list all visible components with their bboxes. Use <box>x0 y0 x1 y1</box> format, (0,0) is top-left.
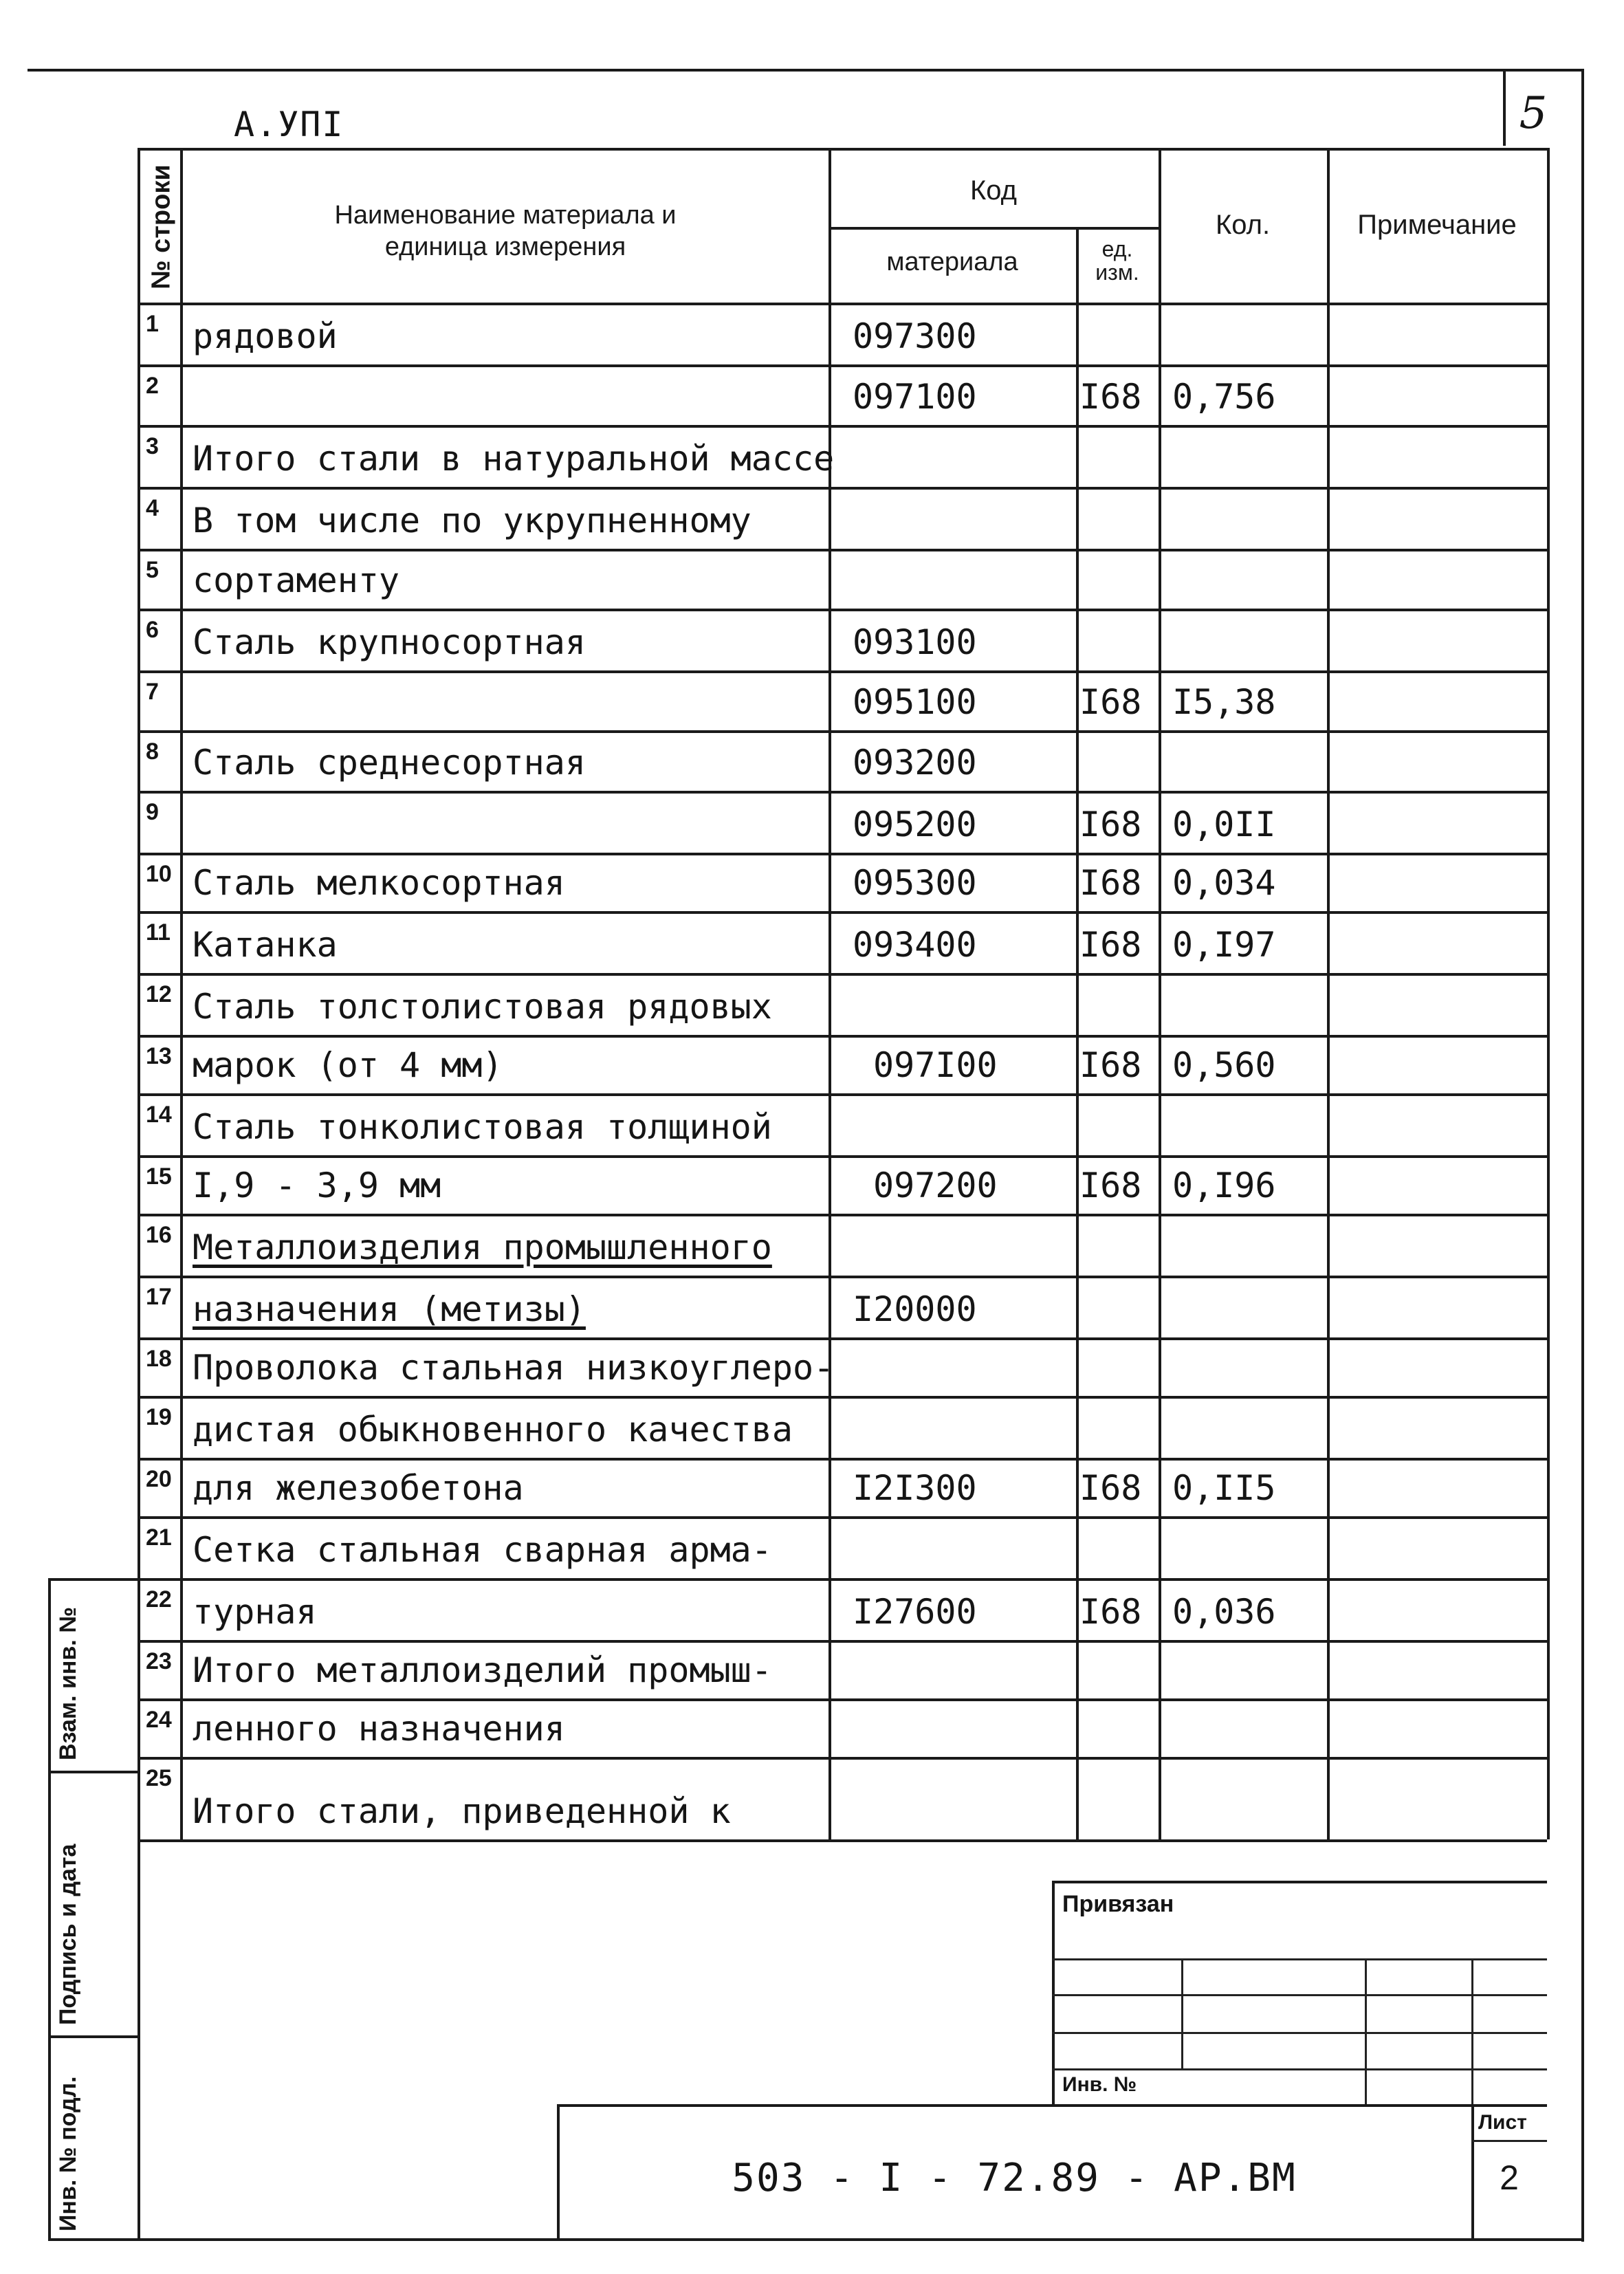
bottom-border <box>48 2238 1584 2241</box>
row-number: 24 <box>146 1707 172 1733</box>
row-separator <box>138 1839 1547 1842</box>
code-subheader-line <box>829 227 1159 230</box>
material-code: 095200 <box>853 805 977 844</box>
row-number: 21 <box>146 1524 172 1551</box>
material-name: Металлоизделия промышленного <box>193 1227 772 1267</box>
material-code: I20000 <box>853 1289 977 1329</box>
original-inventory-label: Инв. № подл. <box>55 2076 81 2231</box>
quantity: 0,0II <box>1172 805 1276 844</box>
row-number: 19 <box>146 1404 172 1430</box>
material-name: Сетка стальная сварная арма- <box>193 1530 772 1570</box>
material-name: марок (от 4 мм) <box>193 1045 503 1085</box>
material-name: назначения (метизы) <box>193 1289 586 1329</box>
table-right-border <box>1547 148 1550 1839</box>
table-row <box>138 1214 1547 1276</box>
material-name: I,9 - 3,9 мм <box>193 1166 441 1205</box>
material-name: В том числе по укрупненному <box>193 501 751 540</box>
row-number: 16 <box>146 1222 172 1248</box>
quantity: 0,II5 <box>1172 1468 1276 1508</box>
sheet-label: Лист <box>1478 2111 1527 2134</box>
quantity: 0,034 <box>1172 863 1276 903</box>
unit-code: I68 <box>1079 863 1142 903</box>
material-name: Сталь крупносортная <box>193 622 586 662</box>
stamp-left-line <box>1052 1881 1055 2104</box>
material-code: 095300 <box>853 863 977 903</box>
name-header-line1: Наименование материала и <box>334 201 677 230</box>
table-row <box>138 303 1547 364</box>
table-row <box>138 1698 1547 1757</box>
material-name: Сталь тонколистовая толщиной <box>193 1107 772 1147</box>
table-row <box>138 670 1547 730</box>
unit-header-line2: изм. <box>1095 260 1139 285</box>
quantity: I5,38 <box>1172 682 1276 722</box>
unit-code: I68 <box>1079 805 1142 844</box>
table-row <box>138 487 1547 549</box>
material-name: рядовой <box>193 316 338 356</box>
row-number: 4 <box>146 495 159 521</box>
stamp-vline-2 <box>1365 1958 1367 2104</box>
quantity: 0,036 <box>1172 1592 1276 1632</box>
inventory-number-label: Инв. № <box>1062 2073 1137 2096</box>
stamp-vline-3 <box>1471 1958 1473 2104</box>
signature-date-label: Подпись и дата <box>55 1844 81 2025</box>
table-row <box>138 791 1547 853</box>
material-header: материала <box>886 248 1018 276</box>
row-number: 25 <box>146 1765 172 1791</box>
quantity: 0,756 <box>1172 377 1276 417</box>
table-row <box>138 1337 1547 1396</box>
unit-code: I68 <box>1079 682 1142 722</box>
row-number: 1 <box>146 311 159 337</box>
table-row <box>138 1093 1547 1155</box>
table-row <box>138 549 1547 609</box>
material-code: 093100 <box>853 622 977 662</box>
album-code: А.УПI <box>234 105 344 144</box>
material-code: 097100 <box>853 377 977 417</box>
row-number: 13 <box>146 1043 172 1069</box>
material-code: I2I300 <box>853 1468 977 1508</box>
row-number: 6 <box>146 617 159 643</box>
page-number: 5 <box>1519 88 1548 139</box>
side-stamp-divider-1 <box>48 1771 138 1773</box>
material-code: 097300 <box>853 316 977 356</box>
table-row <box>138 853 1547 911</box>
code-header: Код <box>969 175 1017 206</box>
material-code: 097200 <box>873 1166 998 1205</box>
header-top-line <box>138 148 1547 151</box>
row-number-header: № строки <box>146 164 176 289</box>
table-row <box>138 1640 1547 1698</box>
material-name: Проволока стальная низкоуглеро- <box>193 1348 835 1388</box>
table-row <box>138 911 1547 973</box>
material-name: Итого металлоизделий промыш- <box>193 1650 772 1690</box>
row-number: 9 <box>146 799 159 825</box>
material-name: Итого стали, приведенной к <box>193 1791 731 1831</box>
material-code: 093400 <box>853 925 977 965</box>
quantity: 0,I97 <box>1172 925 1276 965</box>
table-row <box>138 1516 1547 1578</box>
table-row <box>138 425 1547 487</box>
table-row <box>138 609 1547 670</box>
material-name: Катанка <box>193 925 338 965</box>
unit-code: I68 <box>1079 377 1142 417</box>
table-row <box>138 1396 1547 1458</box>
row-number: 14 <box>146 1102 172 1128</box>
qty-header: Кол. <box>1215 210 1271 240</box>
document-code: 503 - I - 72.89 - АР.ВМ <box>732 2156 1297 2200</box>
unit-code: I68 <box>1079 1166 1142 1205</box>
table-row <box>138 1276 1547 1337</box>
material-code: 097I00 <box>873 1045 998 1085</box>
unit-header <box>1076 237 1159 284</box>
page-number-box-left <box>1503 69 1506 146</box>
name-header <box>182 199 829 263</box>
row-number: 12 <box>146 981 172 1007</box>
material-name: сортаменту <box>193 560 400 600</box>
row-number: 18 <box>146 1346 172 1372</box>
material-name: Сталь мелкосортная <box>193 863 565 903</box>
row-number: 11 <box>146 919 171 945</box>
attached-label: Привязан <box>1062 1891 1174 1917</box>
sheet-number: 2 <box>1500 2158 1519 2197</box>
note-header: Примечание <box>1357 210 1517 240</box>
material-code: I27600 <box>853 1592 977 1632</box>
unit-code: I68 <box>1079 1592 1142 1632</box>
row-number: 17 <box>146 1284 172 1310</box>
material-name: Сталь толстолистовая рядовых <box>193 987 772 1027</box>
unit-header-line1: ед. <box>1101 237 1133 261</box>
top-border <box>28 69 1583 72</box>
side-stamp-divider-2 <box>48 2035 138 2038</box>
row-number: 7 <box>146 679 159 705</box>
row-number: 8 <box>146 739 159 765</box>
unit-code: I68 <box>1079 1045 1142 1085</box>
side-stamp-top-line <box>48 1578 138 1581</box>
row-number: 23 <box>146 1648 172 1674</box>
title-block-top-line <box>557 2104 1547 2107</box>
stamp-top-line <box>1052 1881 1547 1883</box>
table-row <box>138 1458 1547 1516</box>
row-number: 3 <box>146 433 159 459</box>
material-name: Итого стали в натуральной массе <box>193 439 835 479</box>
table-row <box>138 1757 1547 1839</box>
row-number: 22 <box>146 1586 172 1612</box>
material-name: дистая обыкновенного качества <box>193 1410 793 1450</box>
row-number: 2 <box>146 373 159 399</box>
material-name: ленного назначения <box>193 1709 565 1749</box>
row-number: 15 <box>146 1163 172 1190</box>
stamp-vline-1 <box>1181 1958 1183 2068</box>
material-name: Сталь среднесортная <box>193 743 586 783</box>
unit-code: I68 <box>1079 925 1142 965</box>
material-code: 093200 <box>853 743 977 783</box>
table-row <box>138 973 1547 1035</box>
table-row <box>138 1155 1547 1214</box>
unit-code: I68 <box>1079 1468 1142 1508</box>
table-row <box>138 1578 1547 1640</box>
quantity: 0,560 <box>1172 1045 1276 1085</box>
row-number: 10 <box>146 861 172 887</box>
quantity: 0,I96 <box>1172 1166 1276 1205</box>
material-name: турная <box>193 1592 317 1632</box>
replacement-inventory-label: Взам. инв. № <box>55 1606 81 1760</box>
table-row <box>138 730 1547 791</box>
row-number: 5 <box>146 557 159 583</box>
row-number: 20 <box>146 1466 172 1492</box>
material-name: для железобетона <box>193 1468 524 1508</box>
right-border <box>1581 69 1584 2242</box>
table-row <box>138 364 1547 425</box>
sheet-box-divider <box>1471 2140 1547 2142</box>
name-header-line2: единица измерения <box>384 232 626 261</box>
table-row <box>138 1035 1547 1093</box>
side-stamp-left-line <box>48 1578 51 2240</box>
material-code: 095100 <box>853 682 977 722</box>
